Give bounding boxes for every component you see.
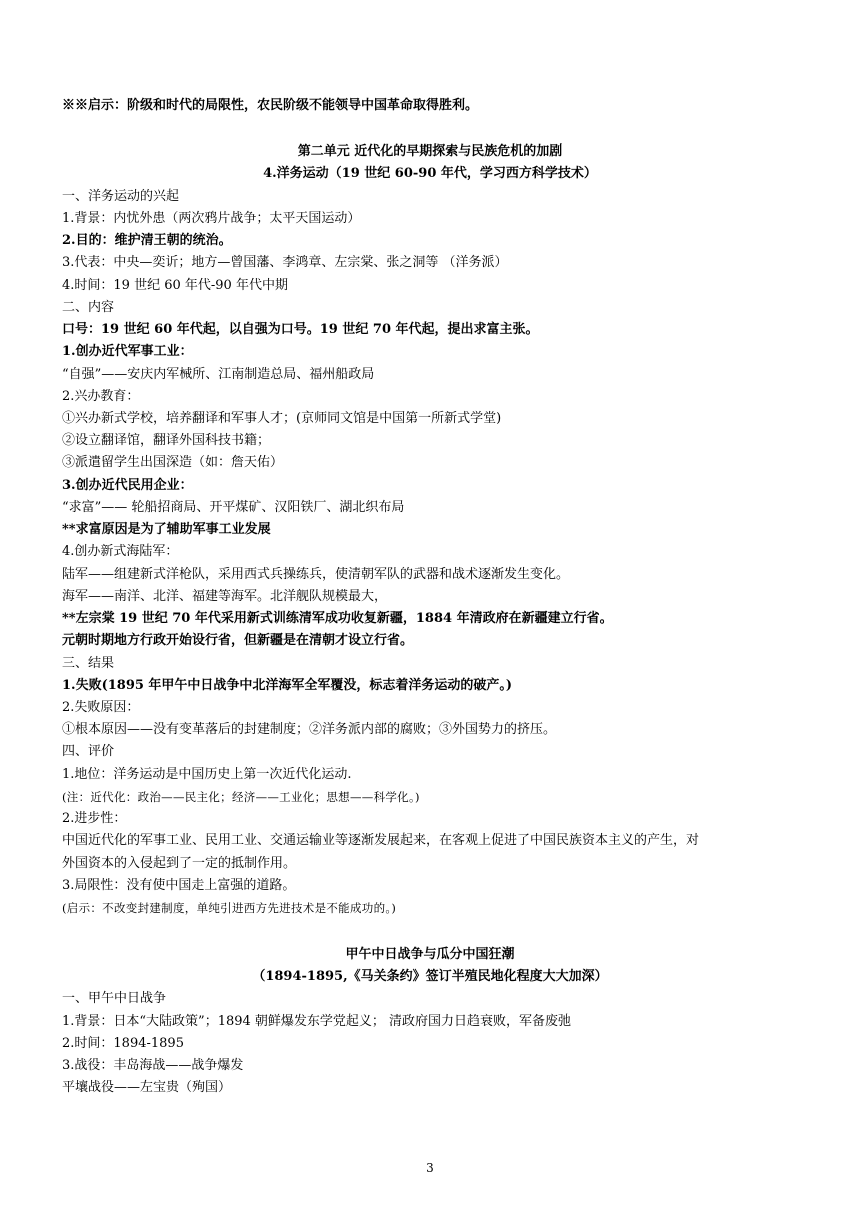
page-number: 3 [426,1161,434,1175]
text-line: 2.兴办教育： [62,389,140,404]
text-line: ①根本原因——没有变革落后的封建制度；②洋务派内部的腐败；③外国势力的挤压。 [62,722,557,737]
text-line: “求富”—— 轮船招商局、开平煤矿、汉阳铁厂、湖北织布局 [62,500,405,515]
text-line: 海军——南洋、北洋、福建等海军。北洋舰队规模最大， [62,589,388,604]
text-line: 陆军——组建新式洋枪队，采用西式兵操练兵，使清朝军队的武器和战术逐渐发生变化。 [62,567,570,582]
text-line: 1.地位：洋务运动是中国历史上第一次近代化运动. [62,767,352,782]
section-heading: 第二单元 近代化的早期探索与民族危机的加剧 [297,144,563,159]
text-line: 口号：19 世纪 60 年代起，以自强为口号。19 世纪 70 年代起，提出求富主张。 [62,322,539,337]
text-line: 元朝时期地方行政开始设行省，但新疆是在清朝才设立行省。 [62,633,414,648]
text-line: **左宗棠 19 世纪 70 年代采用新式训练清军成功收复新疆，1884 年清政府在新疆建立行省。 [62,611,613,626]
text-line: 1.创办近代军事工业： [62,344,193,359]
text-line: 一、洋务运动的兴起 [62,189,180,204]
text-line: 二、内容 [62,300,115,315]
text-line: ③派遣留学生出国深造（如：詹天佑） [62,455,284,470]
text-line: 外国资本的入侵起到了一定的抵制作用。 [62,856,297,871]
text-line: 中国近代化的军事工业、民用工业、交通运输业等逐渐发展起来，在客观上促进了中国民族资本主义的产生，对 [62,833,700,848]
text-line: 1.背景：日本“大陆政策”；1894 朝鲜爆发东学党起义； 清政府国力日趋衰败，军备废弛 [62,1014,572,1029]
text-line: ※※启示：阶级和时代的局限性，农民阶级不能领导中国革命取得胜利。 [62,98,479,113]
text-line: 三、结果 [62,656,115,671]
text-line: 2.目的：维护清王朝的统治。 [62,233,232,248]
text-line: 2.时间：1894-1895 [62,1036,184,1051]
text-line: 1.失败(1895 年甲午中日战争中北洋海军全军覆没，标志着洋务运动的破产。) [62,678,513,693]
section-heading: 4.洋务运动（19 世纪 60-90 年代，学习西方科学技术） [263,166,597,181]
text-line: 4.创办新式海陆军： [62,544,179,559]
text-line: 4.时间：19 世纪 60 年代-90 年代中期 [62,278,288,293]
section-heading: （1894-1895,《马关条约》签订半殖民地化程度大大加深） [252,969,608,984]
text-line: 1.背景：内忧外患（两次鸦片战争；太平天国运动） [62,211,361,226]
text-line: 3.创办近代民用企业： [62,478,193,493]
section-heading: 甲午中日战争与瓜分中国狂潮 [345,947,515,962]
text-line: ①兴办新式学校，培养翻译和军事人才；(京师同文馆是中国第一所新式学堂) [62,411,502,426]
text-line: 3.局限性：没有使中国走上富强的道路。 [62,878,296,893]
text-line: 2.进步性： [62,811,127,826]
text-line: 四、评价 [62,744,115,759]
text-line: 一、甲午中日战争 [62,991,167,1006]
text-line: (启示：不改变封建制度，单纯引进西方先进技术是不能成功的。) [62,901,397,915]
text-line: “自强”——安庆内军械所、江南制造总局、福州船政局 [62,367,375,382]
text-line: 平壤战役——左宝贵（殉国） [62,1080,232,1095]
text-line: **求富原因是为了辅助军事工业发展 [62,522,271,537]
text-line: 3.代表：中央—奕䜣；地方—曾国藩、李鸿章、左宗棠、张之洞等 （洋务派） [62,255,508,270]
text-line: ②设立翻译馆，翻译外国科技书籍； [62,433,271,448]
text-line: 3.战役：丰岛海战——战争爆发 [62,1058,244,1073]
text-line: 2.失败原因： [62,700,140,715]
text-line: (注：近代化：政治——民主化；经济——工业化；思想——科学化。) [62,790,420,804]
